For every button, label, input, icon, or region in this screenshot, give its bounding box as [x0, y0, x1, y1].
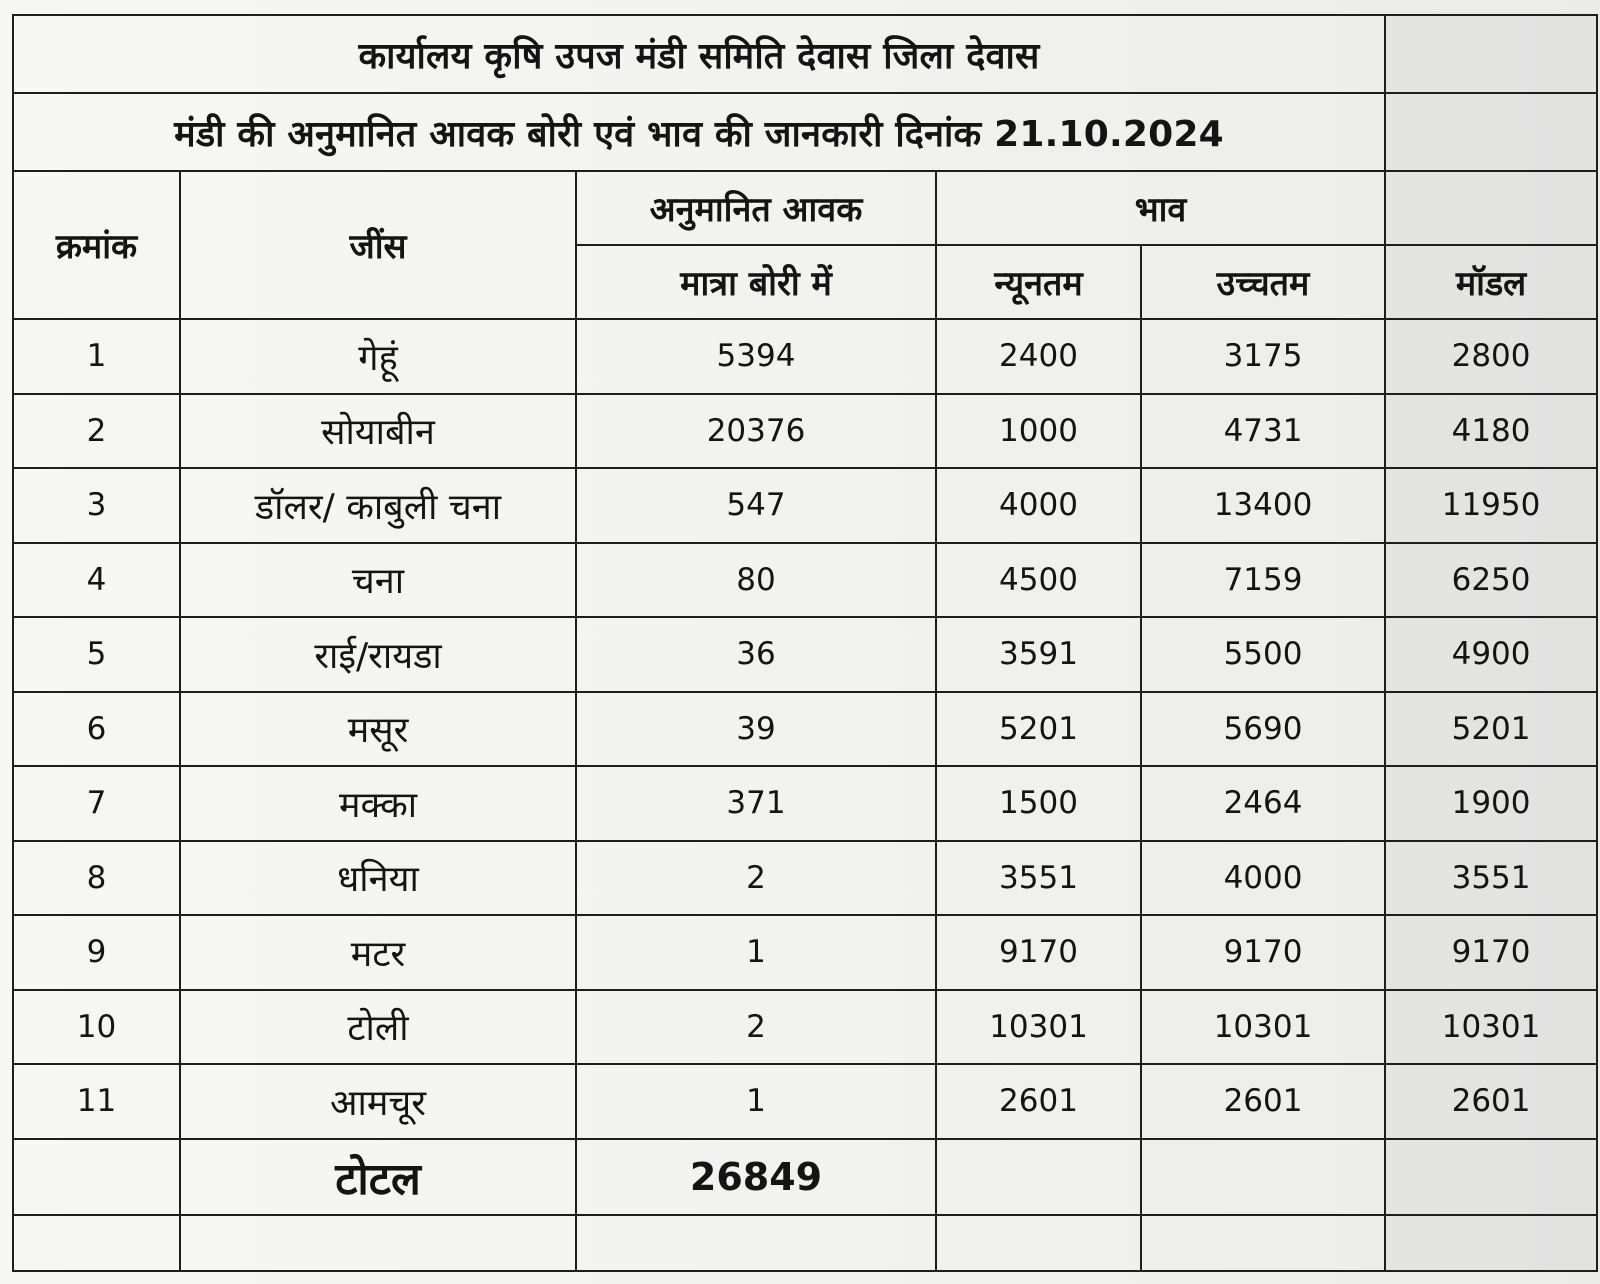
- row-commodity: राई/रायडा: [314, 635, 442, 677]
- document-title: कार्यालय कृषि उपज मंडी समिति देवास जिला देवास: [358, 35, 1040, 77]
- row-modal-price: 6250: [1451, 561, 1531, 598]
- table-row: [13, 915, 1597, 990]
- col-header-arrival-unit: मात्रा बोरी में: [680, 264, 832, 304]
- row-serial: 5: [86, 636, 107, 673]
- col-header-max: उच्चतम: [1216, 264, 1310, 304]
- empty-cell: [936, 1215, 1141, 1271]
- row-quantity: 371: [726, 785, 786, 822]
- row-max-price: 3175: [1223, 338, 1303, 375]
- row-min-price: 9170: [999, 934, 1078, 971]
- row-quantity: 2: [746, 859, 766, 896]
- row-max-price: 5500: [1223, 636, 1303, 673]
- row-modal-price: 5201: [1451, 710, 1531, 747]
- row-commodity: चना: [351, 561, 405, 603]
- empty-cell: [576, 1215, 936, 1271]
- table-row: [13, 692, 1597, 767]
- row-max-price: 9170: [1223, 934, 1303, 971]
- row-max-price: 2464: [1223, 785, 1303, 822]
- row-max-price: 4000: [1223, 859, 1303, 896]
- empty-cell: [13, 1215, 180, 1271]
- table-row: [13, 394, 1597, 469]
- row-min-price: 1500: [999, 785, 1078, 822]
- rate-table: [12, 14, 1598, 1272]
- row-modal-price: 3551: [1451, 859, 1531, 896]
- row-commodity: मसूर: [347, 710, 409, 752]
- empty-cell: [1385, 93, 1597, 171]
- row-min-price: 3591: [999, 636, 1078, 673]
- total-label: टोटल: [335, 1153, 421, 1205]
- row-max-price: 10301: [1213, 1008, 1313, 1045]
- title-row: [13, 15, 1597, 93]
- row-quantity: 39: [736, 710, 776, 747]
- row-commodity: डॉलर/ काबुली चना: [254, 486, 502, 528]
- row-commodity: धनिया: [337, 859, 419, 901]
- empty-cell: [1385, 1215, 1597, 1271]
- row-max-price: 2601: [1223, 1083, 1303, 1120]
- row-quantity: 20376: [706, 412, 806, 449]
- row-max-price: 13400: [1213, 487, 1313, 524]
- row-min-price: 3551: [999, 859, 1078, 896]
- table-row: [13, 468, 1597, 543]
- document-subtitle: मंडी की अनुमानित आवक बोरी एवं भाव की जानकारी दिनांक 21.10.2024: [174, 113, 1224, 155]
- table-row: [13, 617, 1597, 692]
- empty-cell: [1385, 1139, 1597, 1215]
- row-min-price: 2601: [999, 1083, 1078, 1120]
- table-row: [13, 543, 1597, 618]
- row-quantity: 80: [736, 561, 776, 598]
- empty-cell: [1385, 171, 1597, 245]
- empty-cell: [13, 1139, 180, 1215]
- row-max-price: 7159: [1223, 561, 1303, 598]
- row-min-price: 4500: [999, 561, 1078, 598]
- empty-cell: [180, 1215, 576, 1271]
- table-row: [13, 990, 1597, 1065]
- empty-cell: [1385, 15, 1597, 93]
- row-serial: 3: [86, 487, 107, 524]
- row-serial: 9: [86, 934, 107, 971]
- row-quantity: 1: [746, 934, 766, 971]
- empty-cell: [936, 1139, 1141, 1215]
- col-header-commodity: जींस: [349, 227, 407, 267]
- row-commodity: आमचूर: [330, 1082, 426, 1124]
- col-header-modal: मॉडल: [1455, 264, 1527, 304]
- row-serial: 4: [86, 561, 107, 598]
- row-quantity: 547: [726, 487, 786, 524]
- row-max-price: 5690: [1223, 710, 1303, 747]
- row-serial: 2: [86, 412, 107, 449]
- row-commodity: मटर: [350, 933, 406, 975]
- blank-row: [13, 1215, 1597, 1271]
- row-serial: 1: [86, 338, 107, 375]
- col-header-price: भाव: [1134, 190, 1187, 230]
- row-commodity: टोली: [347, 1008, 409, 1050]
- table-row: [13, 319, 1597, 394]
- col-header-serial: क्रमांक: [55, 227, 138, 267]
- row-quantity: 2: [746, 1008, 766, 1045]
- col-header-arrival: अनुमानित आवक: [649, 190, 863, 230]
- row-commodity: सोयाबीन: [321, 412, 435, 454]
- empty-cell: [1141, 1215, 1385, 1271]
- row-quantity: 36: [736, 636, 776, 673]
- row-serial: 8: [86, 859, 107, 896]
- row-min-price: 1000: [999, 412, 1078, 449]
- row-quantity: 5394: [716, 338, 796, 375]
- row-min-price: 2400: [999, 338, 1078, 375]
- row-modal-price: 10301: [1441, 1008, 1541, 1045]
- total-quantity: 26849: [689, 1154, 823, 1199]
- row-serial: 11: [76, 1083, 117, 1120]
- row-modal-price: 4180: [1451, 412, 1531, 449]
- col-header-min: न्यूनतम: [994, 264, 1083, 304]
- row-modal-price: 2800: [1451, 338, 1531, 375]
- empty-cell: [1141, 1139, 1385, 1215]
- row-quantity: 1: [746, 1083, 766, 1120]
- row-commodity: मक्का: [338, 784, 418, 826]
- total-row: [13, 1139, 1597, 1215]
- row-modal-price: 2601: [1451, 1083, 1531, 1120]
- row-modal-price: 4900: [1451, 636, 1531, 673]
- row-serial: 10: [76, 1008, 117, 1045]
- row-min-price: 10301: [989, 1008, 1088, 1045]
- row-max-price: 4731: [1223, 412, 1303, 449]
- subtitle-row: [13, 93, 1597, 171]
- table-row: [13, 841, 1597, 916]
- row-serial: 6: [86, 710, 107, 747]
- row-commodity: गेहूं: [358, 337, 398, 379]
- row-min-price: 5201: [999, 710, 1078, 747]
- row-min-price: 4000: [999, 487, 1078, 524]
- row-modal-price: 11950: [1441, 487, 1541, 524]
- row-modal-price: 9170: [1451, 934, 1531, 971]
- table-row: [13, 766, 1597, 841]
- row-modal-price: 1900: [1451, 785, 1531, 822]
- table-row: [13, 1064, 1597, 1139]
- header-row-top: [13, 171, 1597, 245]
- row-serial: 7: [86, 785, 107, 822]
